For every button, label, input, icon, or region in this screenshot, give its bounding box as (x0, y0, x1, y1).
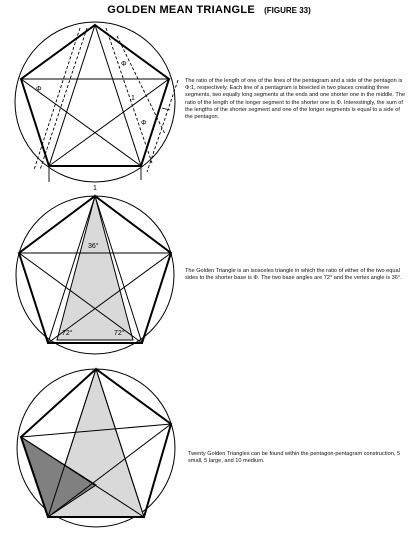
figure2-golden-triangle (57, 196, 133, 340)
figure2-label-base-right: 72° (114, 330, 125, 337)
title-figure-number: (FIGURE 33) (264, 6, 311, 15)
figure1-label-one-bottom: 1 (93, 185, 97, 192)
figure1-diagram (15, 22, 178, 182)
figure1-label-phi-left: Φ (36, 86, 42, 93)
figure1-label-one-small: 1 (131, 95, 135, 102)
figure2-caption: The Golden Triangle is an isosceles triangle in which the ratio of either of the two equal sides to the shorter base is Φ. The two base angles are 72° and the vertex angle is 36°. (185, 268, 402, 282)
figure1-dashed-line (40, 28, 87, 170)
figure1-circle (15, 22, 175, 182)
figure1-label-phi-lower: Φ (141, 120, 147, 127)
figure1-dashed-line (147, 80, 178, 172)
figure1-dashed-line (106, 28, 152, 163)
figure3-caption: Twenty Golden Triangles can be found within the pentagon-pentagram construction, 5 small, 5 large, and 10 medium. (188, 451, 401, 465)
figure1-label-phi-right: Φ (121, 61, 127, 68)
figure2-diagram (16, 196, 174, 354)
title-main: GOLDEN MEAN TRIANGLE (107, 4, 256, 16)
figure2-label-apex-angle: 36° (88, 243, 99, 250)
figure1-extension-line (162, 108, 170, 110)
figure2-label-base-left: 72° (62, 330, 73, 337)
figure3-diagram (17, 369, 175, 527)
figure1-caption: The ratio of the length of one of the lines of the pentagram and a side of the pentagon is Φ:1, respectively. Each line of a pentagram is bisected in two places creating three segments, two equally long segments at the ends and one shorter one in the middle. The ratio of the length of the longer segment to the shorter one is Φ. Interestingly, the sum of the lengths of the shorter segment and one of the longer segments is equal to a side of the pentagon. (185, 78, 406, 121)
